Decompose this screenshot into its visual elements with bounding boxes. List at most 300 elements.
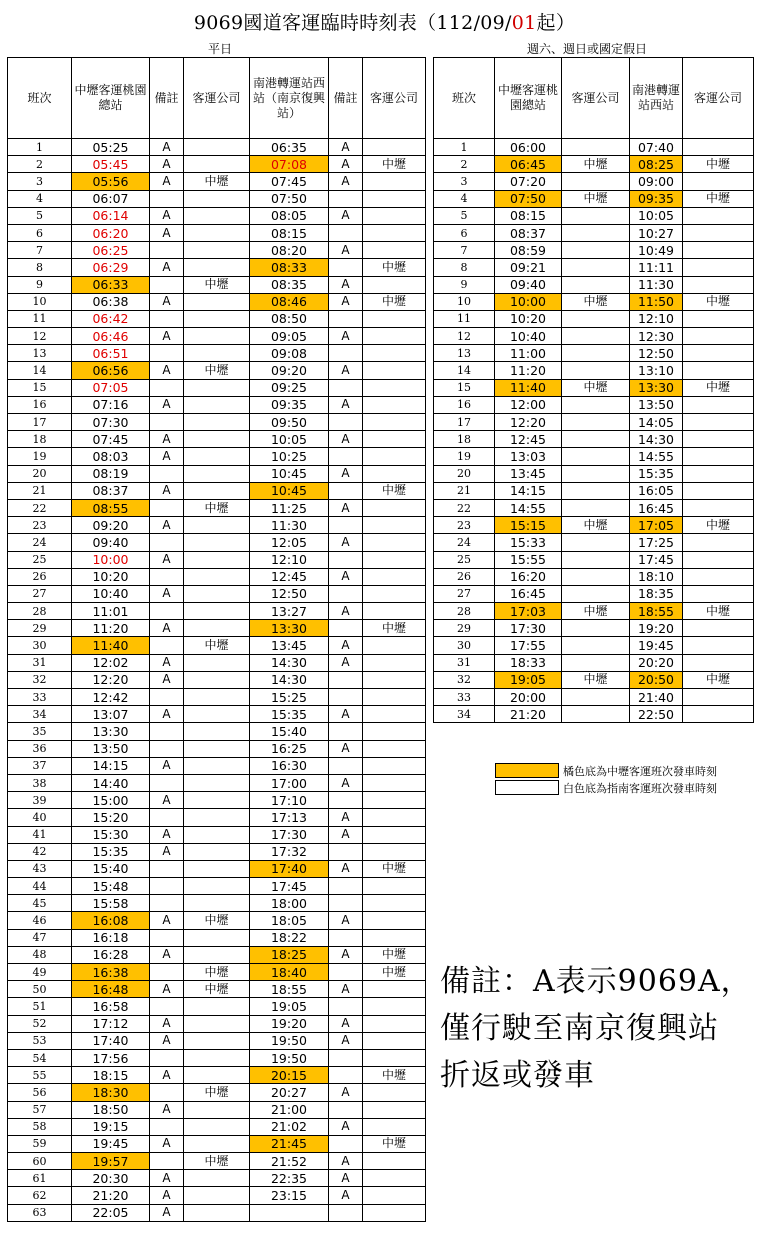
weekday-cell-company-2 xyxy=(363,878,426,895)
weekday-cell-company-2 xyxy=(363,1084,426,1101)
weekday-cell-taoyuan-time: 06:14 xyxy=(72,207,150,224)
weekend-row xyxy=(434,654,754,671)
weekday-cell-note-a: A xyxy=(150,362,184,379)
weekday-cell-trip-no: 33 xyxy=(8,689,72,706)
weekend-cell-trip-no: 29 xyxy=(434,620,495,637)
weekday-cell-company-2 xyxy=(363,1101,426,1118)
weekday-cell-note-a-2 xyxy=(329,792,363,809)
weekday-cell-nangang-time: 21:52 xyxy=(250,1153,329,1170)
weekday-cell-note-a-2: A xyxy=(329,1170,363,1187)
weekend-cell-trip-no: 4 xyxy=(434,190,495,207)
weekday-cell-trip-no: 34 xyxy=(8,706,72,723)
weekday-row xyxy=(8,706,426,723)
legend xyxy=(495,762,717,796)
weekend-timetable xyxy=(433,57,754,723)
weekday-cell-taoyuan-time: 19:45 xyxy=(72,1135,150,1152)
weekday-cell-company-2 xyxy=(363,929,426,946)
weekday-row xyxy=(8,826,426,843)
weekday-row xyxy=(8,414,426,431)
weekday-row xyxy=(8,1135,426,1152)
weekend-cell-company-2 xyxy=(683,414,754,431)
weekday-cell-company xyxy=(184,878,250,895)
weekend-cell-trip-no: 18 xyxy=(434,431,495,448)
weekday-cell-company: 中壢 xyxy=(184,981,250,998)
weekday-cell-note-a-2 xyxy=(329,345,363,362)
weekend-header-1: 中壢客運桃園總站 xyxy=(495,58,562,139)
weekday-cell-taoyuan-time: 11:01 xyxy=(72,603,150,620)
title-day: 01 xyxy=(511,12,537,34)
weekend-header-2: 客運公司 xyxy=(562,58,630,139)
weekday-cell-note-a-2: A xyxy=(329,774,363,791)
weekday-cell-taoyuan-time: 16:48 xyxy=(72,981,150,998)
weekend-cell-company xyxy=(562,585,630,602)
weekend-cell-company xyxy=(562,465,630,482)
weekend-row xyxy=(434,293,754,310)
weekend-cell-nangang-time: 10:27 xyxy=(630,224,683,241)
weekend-cell-nangang-time: 10:05 xyxy=(630,207,683,224)
weekend-cell-company xyxy=(562,534,630,551)
weekday-cell-taoyuan-time: 15:58 xyxy=(72,895,150,912)
weekend-cell-company xyxy=(562,276,630,293)
weekend-cell-nangang-time: 08:25 xyxy=(630,156,683,173)
weekday-header-4: 南港轉運站西站（南京復興站） xyxy=(250,58,329,139)
weekend-row xyxy=(434,242,754,259)
weekend-cell-nangang-time: 13:10 xyxy=(630,362,683,379)
weekend-cell-trip-no: 26 xyxy=(434,568,495,585)
weekend-cell-nangang-time: 18:10 xyxy=(630,568,683,585)
weekday-cell-nangang-time: 13:27 xyxy=(250,603,329,620)
weekday-row xyxy=(8,809,426,826)
weekend-row xyxy=(434,379,754,396)
weekday-cell-company xyxy=(184,465,250,482)
weekend-row xyxy=(434,362,754,379)
legend-text-orange: 橘色底為中壢客運班次發車時刻 xyxy=(563,764,717,778)
weekday-cell-nangang-time: 15:40 xyxy=(250,723,329,740)
weekend-cell-company: 中壢 xyxy=(562,293,630,310)
weekday-cell-nangang-time: 08:20 xyxy=(250,242,329,259)
weekend-row xyxy=(434,190,754,207)
weekday-row xyxy=(8,517,426,534)
weekday-cell-note-a-2 xyxy=(329,964,363,981)
weekday-cell-note-a xyxy=(150,809,184,826)
weekend-row xyxy=(434,603,754,620)
weekday-cell-trip-no: 22 xyxy=(8,499,72,516)
weekday-row xyxy=(8,1118,426,1135)
weekday-row xyxy=(8,1187,426,1204)
weekday-cell-company-2 xyxy=(363,723,426,740)
weekday-cell-company-2 xyxy=(363,1032,426,1049)
weekday-cell-taoyuan-time: 19:57 xyxy=(72,1153,150,1170)
weekday-cell-note-a-2: A xyxy=(329,173,363,190)
weekday-cell-company xyxy=(184,929,250,946)
weekday-cell-company-2: 中壢 xyxy=(363,1067,426,1084)
weekday-cell-nangang-time: 17:45 xyxy=(250,878,329,895)
weekday-cell-taoyuan-time: 18:15 xyxy=(72,1067,150,1084)
page-title xyxy=(0,8,769,35)
weekday-cell-trip-no: 44 xyxy=(8,878,72,895)
remark-line-2: 僅行駛至南京復興站 xyxy=(440,1011,719,1046)
weekday-cell-company-2: 中壢 xyxy=(363,293,426,310)
weekend-cell-nangang-time: 18:35 xyxy=(630,585,683,602)
weekday-cell-taoyuan-time: 10:00 xyxy=(72,551,150,568)
weekday-cell-note-a xyxy=(150,1084,184,1101)
weekend-cell-taoyuan-time: 13:03 xyxy=(495,448,562,465)
weekday-cell-taoyuan-time: 10:40 xyxy=(72,585,150,602)
weekday-cell-trip-no: 23 xyxy=(8,517,72,534)
weekday-cell-note-a: A xyxy=(150,1067,184,1084)
weekend-cell-nangang-time: 21:40 xyxy=(630,689,683,706)
weekday-cell-note-a xyxy=(150,534,184,551)
weekday-cell-taoyuan-time: 22:05 xyxy=(72,1204,150,1221)
weekend-cell-trip-no: 31 xyxy=(434,654,495,671)
weekend-cell-nangang-time: 13:30 xyxy=(630,379,683,396)
weekend-cell-nangang-time: 10:49 xyxy=(630,242,683,259)
weekday-cell-trip-no: 14 xyxy=(8,362,72,379)
weekday-cell-nangang-time: 09:08 xyxy=(250,345,329,362)
weekday-cell-taoyuan-time: 12:42 xyxy=(72,689,150,706)
weekday-cell-trip-no: 12 xyxy=(8,328,72,345)
weekday-cell-taoyuan-time: 16:38 xyxy=(72,964,150,981)
weekend-cell-company: 中壢 xyxy=(562,379,630,396)
weekday-cell-company: 中壢 xyxy=(184,912,250,929)
weekday-cell-note-a: A xyxy=(150,259,184,276)
weekday-cell-trip-no: 2 xyxy=(8,156,72,173)
weekend-cell-taoyuan-time: 21:20 xyxy=(495,706,562,723)
weekday-cell-trip-no: 24 xyxy=(8,534,72,551)
weekday-cell-note-a-2 xyxy=(329,1101,363,1118)
weekday-cell-trip-no: 27 xyxy=(8,585,72,602)
weekend-cell-taoyuan-time: 20:00 xyxy=(495,689,562,706)
weekday-cell-company-2 xyxy=(363,740,426,757)
weekend-cell-company-2 xyxy=(683,396,754,413)
weekday-cell-note-a-2: A xyxy=(329,912,363,929)
weekend-cell-taoyuan-time: 16:20 xyxy=(495,568,562,585)
weekday-cell-company-2 xyxy=(363,1170,426,1187)
weekday-cell-trip-no: 51 xyxy=(8,998,72,1015)
weekday-row xyxy=(8,620,426,637)
weekday-row xyxy=(8,139,426,156)
weekday-cell-note-a-2 xyxy=(329,878,363,895)
weekend-row xyxy=(434,345,754,362)
weekday-cell-note-a-2 xyxy=(329,1135,363,1152)
weekday-row xyxy=(8,1049,426,1066)
weekday-cell-company xyxy=(184,224,250,241)
weekend-cell-taoyuan-time: 09:21 xyxy=(495,259,562,276)
weekend-row xyxy=(434,396,754,413)
weekday-row xyxy=(8,671,426,688)
weekday-cell-company xyxy=(184,242,250,259)
weekday-cell-company xyxy=(184,534,250,551)
weekday-cell-trip-no: 7 xyxy=(8,242,72,259)
weekday-cell-nangang-time: 18:22 xyxy=(250,929,329,946)
weekday-cell-note-a-2: A xyxy=(329,328,363,345)
weekday-row xyxy=(8,551,426,568)
weekend-cell-trip-no: 11 xyxy=(434,310,495,327)
weekday-cell-company xyxy=(184,603,250,620)
weekday-cell-nangang-time: 19:50 xyxy=(250,1032,329,1049)
weekend-row xyxy=(434,259,754,276)
weekday-row xyxy=(8,259,426,276)
weekend-cell-taoyuan-time: 10:40 xyxy=(495,328,562,345)
weekday-cell-trip-no: 28 xyxy=(8,603,72,620)
legend-text-white: 白色底為指南客運班次發車時刻 xyxy=(563,781,717,795)
weekday-cell-note-a-2: A xyxy=(329,276,363,293)
weekday-row xyxy=(8,499,426,516)
weekday-row xyxy=(8,224,426,241)
weekday-cell-taoyuan-time: 06:51 xyxy=(72,345,150,362)
weekend-cell-trip-no: 16 xyxy=(434,396,495,413)
weekend-cell-company-2: 中壢 xyxy=(683,603,754,620)
weekday-cell-company xyxy=(184,654,250,671)
weekday-cell-note-a: A xyxy=(150,551,184,568)
weekday-cell-trip-no: 36 xyxy=(8,740,72,757)
weekday-cell-taoyuan-time: 15:00 xyxy=(72,792,150,809)
weekend-cell-nangang-time: 12:50 xyxy=(630,345,683,362)
weekday-cell-trip-no: 25 xyxy=(8,551,72,568)
weekday-cell-taoyuan-time: 11:40 xyxy=(72,637,150,654)
weekend-cell-company-2 xyxy=(683,276,754,293)
weekend-cell-trip-no: 3 xyxy=(434,173,495,190)
weekday-cell-nangang-time: 13:45 xyxy=(250,637,329,654)
weekday-cell-trip-no: 20 xyxy=(8,465,72,482)
weekend-cell-company-2 xyxy=(683,499,754,516)
weekday-cell-company xyxy=(184,757,250,774)
weekend-cell-taoyuan-time: 07:50 xyxy=(495,190,562,207)
weekday-cell-note-a-2 xyxy=(329,551,363,568)
weekday-cell-company-2: 中壢 xyxy=(363,946,426,963)
weekend-cell-taoyuan-time: 17:55 xyxy=(495,637,562,654)
weekend-cell-trip-no: 1 xyxy=(434,139,495,156)
weekday-cell-note-a: A xyxy=(150,585,184,602)
weekday-cell-company xyxy=(184,293,250,310)
weekday-cell-trip-no: 45 xyxy=(8,895,72,912)
weekend-row xyxy=(434,671,754,688)
weekend-cell-company xyxy=(562,242,630,259)
weekday-cell-company-2 xyxy=(363,1187,426,1204)
weekday-header-0: 班次 xyxy=(8,58,72,139)
weekday-cell-company-2 xyxy=(363,998,426,1015)
weekday-cell-trip-no: 50 xyxy=(8,981,72,998)
weekday-cell-nangang-time: 08:50 xyxy=(250,310,329,327)
weekend-cell-taoyuan-time: 14:55 xyxy=(495,499,562,516)
weekday-cell-note-a xyxy=(150,637,184,654)
weekday-cell-company-2 xyxy=(363,173,426,190)
weekday-cell-note-a: A xyxy=(150,1204,184,1221)
weekday-cell-company xyxy=(184,448,250,465)
weekday-cell-company: 中壢 xyxy=(184,173,250,190)
weekday-cell-note-a-2: A xyxy=(329,534,363,551)
weekday-cell-taoyuan-time: 06:56 xyxy=(72,362,150,379)
weekday-row xyxy=(8,585,426,602)
weekend-cell-company-2 xyxy=(683,173,754,190)
weekday-cell-note-a xyxy=(150,379,184,396)
weekend-cell-company-2 xyxy=(683,242,754,259)
weekday-cell-note-a xyxy=(150,1153,184,1170)
weekday-cell-note-a xyxy=(150,310,184,327)
weekday-header-3: 客運公司 xyxy=(184,58,250,139)
weekday-cell-note-a-2 xyxy=(329,448,363,465)
weekday-cell-trip-no: 11 xyxy=(8,310,72,327)
weekday-cell-note-a-2: A xyxy=(329,637,363,654)
weekday-cell-trip-no: 47 xyxy=(8,929,72,946)
weekday-cell-note-a-2 xyxy=(329,224,363,241)
weekend-cell-trip-no: 12 xyxy=(434,328,495,345)
weekday-timetable xyxy=(7,57,426,1222)
weekday-row xyxy=(8,276,426,293)
weekday-cell-company-2 xyxy=(363,981,426,998)
weekend-cell-trip-no: 9 xyxy=(434,276,495,293)
weekend-cell-taoyuan-time: 15:15 xyxy=(495,517,562,534)
weekday-cell-company xyxy=(184,1101,250,1118)
weekday-cell-nangang-time: 17:00 xyxy=(250,774,329,791)
weekend-cell-nangang-time: 11:50 xyxy=(630,293,683,310)
weekday-cell-nangang-time: 20:15 xyxy=(250,1067,329,1084)
weekday-cell-note-a: A xyxy=(150,139,184,156)
weekend-cell-nangang-time: 16:45 xyxy=(630,499,683,516)
weekend-cell-company-2: 中壢 xyxy=(683,379,754,396)
weekend-row xyxy=(434,534,754,551)
weekday-cell-note-a xyxy=(150,499,184,516)
weekday-cell-nangang-time: 08:05 xyxy=(250,207,329,224)
weekday-cell-note-a-2: A xyxy=(329,139,363,156)
weekday-row xyxy=(8,654,426,671)
weekday-cell-nangang-time: 17:30 xyxy=(250,826,329,843)
weekday-cell-company-2 xyxy=(363,1153,426,1170)
weekday-cell-taoyuan-time: 21:20 xyxy=(72,1187,150,1204)
weekday-cell-note-a xyxy=(150,723,184,740)
weekend-cell-company-2: 中壢 xyxy=(683,671,754,688)
weekend-cell-company xyxy=(562,448,630,465)
weekday-cell-taoyuan-time: 16:58 xyxy=(72,998,150,1015)
weekday-cell-nangang-time: 15:35 xyxy=(250,706,329,723)
weekday-cell-company xyxy=(184,809,250,826)
legend-swatch-white xyxy=(495,780,559,795)
weekday-cell-nangang-time: 12:45 xyxy=(250,568,329,585)
weekday-label: 平日 xyxy=(208,42,233,56)
weekday-cell-nangang-time: 21:45 xyxy=(250,1135,329,1152)
weekday-cell-note-a xyxy=(150,895,184,912)
weekday-cell-trip-no: 46 xyxy=(8,912,72,929)
weekend-cell-trip-no: 20 xyxy=(434,465,495,482)
weekend-cell-company-2 xyxy=(683,328,754,345)
weekday-cell-trip-no: 57 xyxy=(8,1101,72,1118)
weekday-cell-note-a xyxy=(150,242,184,259)
weekday-cell-note-a xyxy=(150,465,184,482)
weekend-cell-nangang-time: 07:40 xyxy=(630,139,683,156)
weekday-cell-note-a-2: A xyxy=(329,293,363,310)
weekend-cell-company xyxy=(562,396,630,413)
weekday-cell-company xyxy=(184,207,250,224)
weekend-cell-nangang-time: 13:50 xyxy=(630,396,683,413)
weekday-cell-nangang-time: 09:35 xyxy=(250,396,329,413)
weekend-row xyxy=(434,706,754,723)
weekday-row xyxy=(8,431,426,448)
weekend-cell-company: 中壢 xyxy=(562,156,630,173)
weekday-row xyxy=(8,465,426,482)
weekend-cell-taoyuan-time: 16:45 xyxy=(495,585,562,602)
weekend-row xyxy=(434,448,754,465)
weekend-cell-taoyuan-time: 15:33 xyxy=(495,534,562,551)
weekday-cell-note-a-2: A xyxy=(329,1015,363,1032)
weekday-cell-note-a xyxy=(150,860,184,877)
weekend-cell-trip-no: 19 xyxy=(434,448,495,465)
weekday-row xyxy=(8,1032,426,1049)
weekday-cell-company xyxy=(184,1067,250,1084)
weekday-cell-note-a: A xyxy=(150,396,184,413)
weekday-cell-taoyuan-time: 05:45 xyxy=(72,156,150,173)
weekday-cell-nangang-time: 18:05 xyxy=(250,912,329,929)
weekday-cell-note-a xyxy=(150,568,184,585)
weekend-cell-company xyxy=(562,139,630,156)
weekday-cell-trip-no: 18 xyxy=(8,431,72,448)
weekday-cell-note-a: A xyxy=(150,1170,184,1187)
weekday-cell-trip-no: 9 xyxy=(8,276,72,293)
weekend-cell-company xyxy=(562,499,630,516)
weekday-row xyxy=(8,1170,426,1187)
weekend-cell-trip-no: 17 xyxy=(434,414,495,431)
weekday-cell-note-a-2 xyxy=(329,1067,363,1084)
weekday-cell-note-a xyxy=(150,689,184,706)
weekend-row xyxy=(434,276,754,293)
weekday-cell-nangang-time: 09:20 xyxy=(250,362,329,379)
weekday-cell-taoyuan-time: 08:55 xyxy=(72,499,150,516)
weekday-cell-trip-no: 10 xyxy=(8,293,72,310)
weekday-cell-company-2 xyxy=(363,499,426,516)
weekday-cell-note-a xyxy=(150,603,184,620)
weekday-cell-trip-no: 32 xyxy=(8,671,72,688)
weekend-row xyxy=(434,414,754,431)
weekday-cell-company-2 xyxy=(363,603,426,620)
weekday-cell-taoyuan-time: 15:30 xyxy=(72,826,150,843)
weekday-cell-company xyxy=(184,671,250,688)
weekend-row xyxy=(434,156,754,173)
weekday-cell-nangang-time: 20:27 xyxy=(250,1084,329,1101)
weekend-cell-nangang-time: 18:55 xyxy=(630,603,683,620)
weekend-cell-company xyxy=(562,568,630,585)
weekday-cell-nangang-time: 17:40 xyxy=(250,860,329,877)
weekday-cell-company-2 xyxy=(363,379,426,396)
weekday-cell-nangang-time: 17:32 xyxy=(250,843,329,860)
weekday-cell-taoyuan-time: 06:29 xyxy=(72,259,150,276)
weekday-cell-note-a-2 xyxy=(329,929,363,946)
weekday-cell-company xyxy=(184,585,250,602)
weekend-cell-trip-no: 8 xyxy=(434,259,495,276)
weekday-cell-taoyuan-time: 06:46 xyxy=(72,328,150,345)
weekday-row xyxy=(8,964,426,981)
weekday-cell-note-a-2: A xyxy=(329,603,363,620)
weekend-cell-trip-no: 13 xyxy=(434,345,495,362)
weekday-cell-note-a-2: A xyxy=(329,362,363,379)
weekday-cell-trip-no: 48 xyxy=(8,946,72,963)
weekday-cell-taoyuan-time: 15:40 xyxy=(72,860,150,877)
weekday-row xyxy=(8,242,426,259)
weekday-cell-company-2 xyxy=(363,345,426,362)
weekday-cell-nangang-time: 22:35 xyxy=(250,1170,329,1187)
weekend-cell-company: 中壢 xyxy=(562,517,630,534)
weekday-row xyxy=(8,740,426,757)
weekday-row xyxy=(8,534,426,551)
weekend-cell-company-2 xyxy=(683,259,754,276)
weekend-cell-company-2: 中壢 xyxy=(683,190,754,207)
weekday-cell-taoyuan-time: 07:45 xyxy=(72,431,150,448)
weekday-cell-note-a: A xyxy=(150,207,184,224)
weekday-cell-note-a xyxy=(150,276,184,293)
weekend-cell-nangang-time: 22:50 xyxy=(630,706,683,723)
weekend-cell-taoyuan-time: 10:20 xyxy=(495,310,562,327)
weekday-cell-note-a: A xyxy=(150,671,184,688)
weekday-cell-company: 中壢 xyxy=(184,637,250,654)
weekday-cell-company-2 xyxy=(363,414,426,431)
